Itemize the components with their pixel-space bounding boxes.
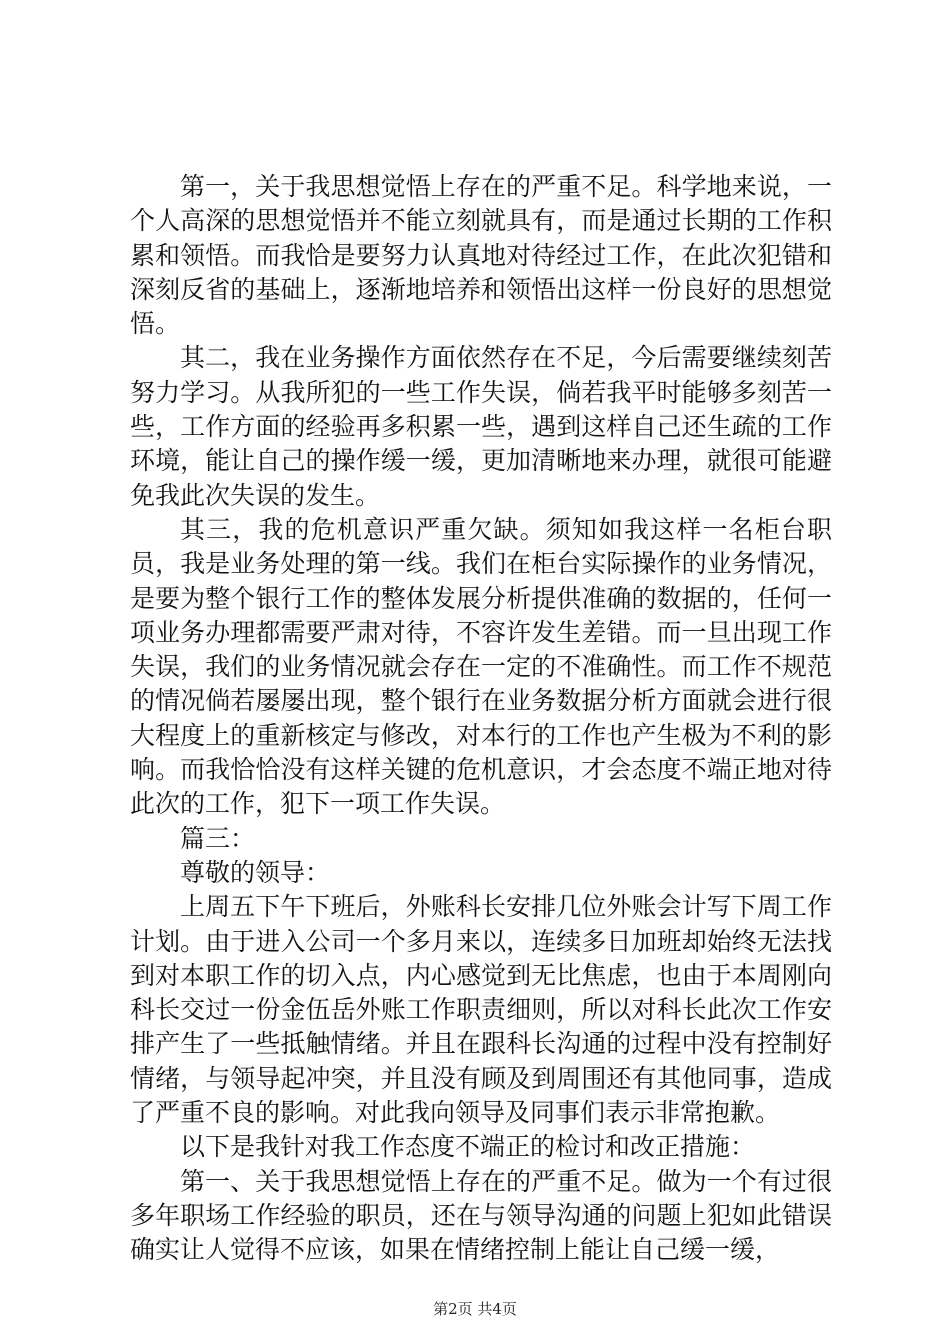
paragraph-3: 其三，我的危机意识严重欠缺。须知如我这样一名柜台职员，我是业务处理的第一线。我们在柜台实际操作的业务情况，是要为整个银行工作的整体发展分析提供准确的数据的，任何一项业务办理都需要严肃对待，不容许发生差错。而一旦出现工作失误，我们的业务情况就会存在一定的不准确性。而工作不规范的情况倘若屡屡出现，整个银行在业务数据分析方面就会进行很大程度上的重新核定与修改，对本行的工作也产生极为不利的影响。而我恰恰没有这样关键的危机意识，才会态度不端正地对待此次的工作，犯下一项工作失误。 (130, 514, 832, 819)
paragraph-5: 以下是我针对我工作态度不端正的检讨和改正措施： (180, 1132, 756, 1162)
paragraph-1: 第一，关于我思想觉悟上存在的严重不足。科学地来说，一个人高深的思想觉悟并不能立刻就具有，而是通过长期的工作积累和领悟。而我恰是要努力认真地对待经过工作，在此次犯错和深刻反省的基础上，逐渐地培养和领悟出这样一份良好的思想觉悟。 (130, 172, 832, 339)
page-number: 第2页 共4页 (433, 1300, 517, 1318)
page-footer (0, 1298, 950, 1319)
paragraph-6: 第一、关于我思想觉悟上存在的严重不足。做为一个有过很多年职场工作经验的职员，还在与领导沟通的问题上犯如此错误确实让人觉得不应该，如果在情绪控制上能让自己缓一缓， (130, 1166, 832, 1265)
salutation: 尊敬的领导： (180, 857, 331, 887)
document-body (130, 170, 832, 1268)
paragraph-4: 上周五下午下班后，外账科长安排几位外账会计写下周工作计划。由于进入公司一个多月来以，连续多日加班却始终无法找到对本职工作的切入点，内心感觉到无比焦虑，也由于本周刚向科长交过一份金伍岳外账工作职责细则，所以对科长此次工作安排产生了一些抵触情绪。并且在跟科长沟通的过程中没有控制好情绪，与领导起冲突，并且没有顾及到周围还有其他同事，造成了严重不良的影响。对此我向领导及同事们表示非常抱歉。 (130, 892, 832, 1128)
section-heading: 篇三： (180, 823, 256, 853)
paragraph-2: 其二，我在业务操作方面依然存在不足，今后需要继续刻苦努力学习。从我所犯的一些工作失误，倘若我平时能够多刻苦一些，工作方面的经验再多积累一些，遇到这样自己还生疏的工作环境，能让自己的操作缓一缓，更加清晰地来办理，就很可能避免我此次失误的发生。 (130, 343, 832, 510)
